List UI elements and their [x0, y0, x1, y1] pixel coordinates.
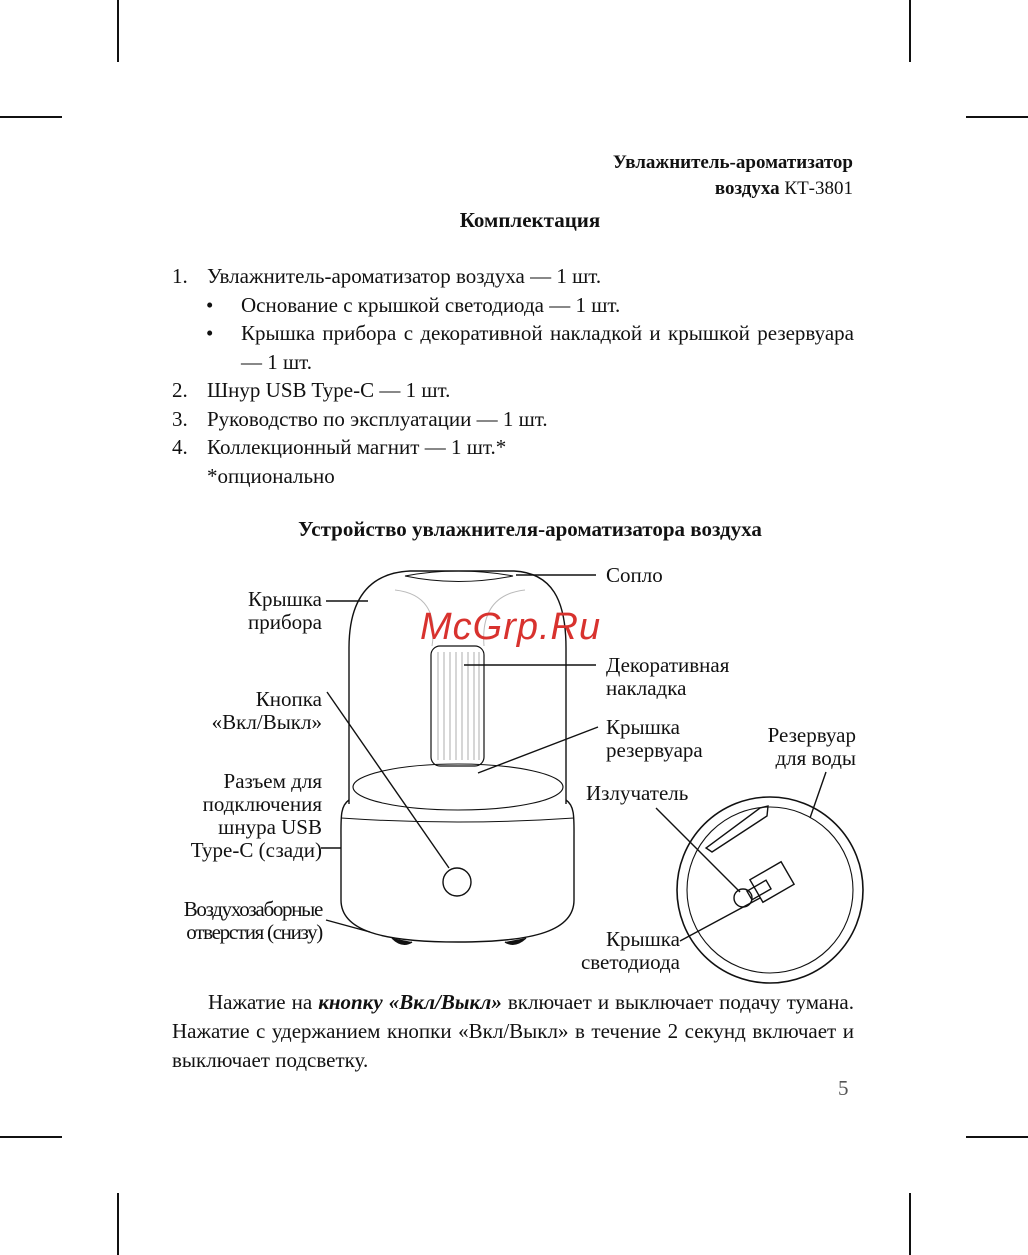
header-line-2-bold: воздуха	[714, 178, 780, 199]
label-line: резервуара	[606, 738, 703, 762]
watermark-text: McGrp.Ru	[420, 606, 602, 648]
led-module	[750, 862, 794, 903]
label-usb-port	[130, 770, 322, 862]
label-line: шнура USB	[218, 815, 322, 839]
label-line: Разъем для	[223, 769, 322, 793]
bullet: •	[206, 321, 214, 345]
label-line: подключения	[202, 792, 322, 816]
label-tank-cap	[606, 716, 703, 762]
label-cover	[180, 588, 322, 634]
page-number: 5	[838, 1076, 849, 1100]
label-line: Воздухозаборные	[183, 897, 322, 921]
header-line-1: Увлажнитель-ароматизатор	[612, 152, 853, 173]
label-line: прибора	[248, 610, 322, 634]
label-line: Резервуар	[767, 723, 856, 747]
list-number: 3.	[172, 406, 188, 431]
device-base	[341, 800, 574, 942]
label-line: Кнопка	[255, 687, 322, 711]
paragraph-text: включает и выключает подачу тумана. Нажатие с удержанием кнопки «Вкл/Выкл» в течение 2 секунд включает и выключает подсветку.	[172, 990, 854, 1072]
list-item-text: Шнур USB Type-C — 1 шт.	[207, 378, 451, 402]
optional-note: *опционально	[207, 463, 335, 488]
tank-slot	[706, 806, 768, 852]
list-number: 1.	[172, 264, 188, 288]
label-line: Крышка	[606, 715, 680, 739]
header-model: КТ-3801	[779, 178, 853, 199]
label-led-cap	[540, 928, 680, 974]
label-power-button	[150, 688, 322, 734]
list-number: 4.	[172, 435, 188, 459]
label-emitter: Излучатель	[586, 781, 689, 805]
paragraph-text: Нажатие на	[208, 990, 319, 1014]
list-item-text: Руководство по эксплуатации — 1 шт.	[207, 406, 548, 431]
list-item-text: Основание с крышкой светодиода — 1 шт.	[241, 292, 621, 317]
decorative-sleeve	[431, 646, 484, 766]
device-title: Устройство увлажнителя-ароматизатора воздуха	[298, 517, 762, 541]
label-line: Крышка	[248, 587, 322, 611]
list-item-text: Крышка прибора с декоративной накладкой и крышкой резервуара — 1 шт.	[241, 321, 854, 374]
power-button-drawing	[443, 868, 471, 896]
list-number: 2.	[172, 378, 188, 402]
tank-cap-outline	[353, 764, 563, 810]
label-decorative-sleeve	[606, 654, 729, 700]
bullet: •	[206, 292, 214, 317]
nozzle-outline	[405, 571, 513, 582]
list-item-text: Коллекционный магнит — 1 шт.*	[207, 435, 507, 459]
list-item-text: Увлажнитель-ароматизатор воздуха — 1 шт.	[207, 264, 602, 288]
label-line: Крышка	[606, 927, 680, 951]
label-line: «Вкл/Выкл»	[211, 710, 322, 734]
label-line: отверстия (снизу)	[186, 920, 322, 944]
instruction-paragraph	[172, 988, 854, 1075]
label-line: накладка	[606, 676, 687, 700]
label-line: для воды	[775, 746, 856, 770]
label-line: Декоративная	[606, 653, 730, 677]
paragraph-emphasis: кнопку «Вкл/Выкл»	[318, 990, 502, 1014]
package-title: Комплектация	[459, 208, 601, 232]
label-nozzle: Сопло	[606, 563, 663, 587]
label-line: светодиода	[580, 950, 680, 974]
label-water-tank	[740, 724, 856, 770]
label-line: Type-C (сзади)	[190, 838, 322, 862]
label-air-intake	[120, 898, 322, 944]
